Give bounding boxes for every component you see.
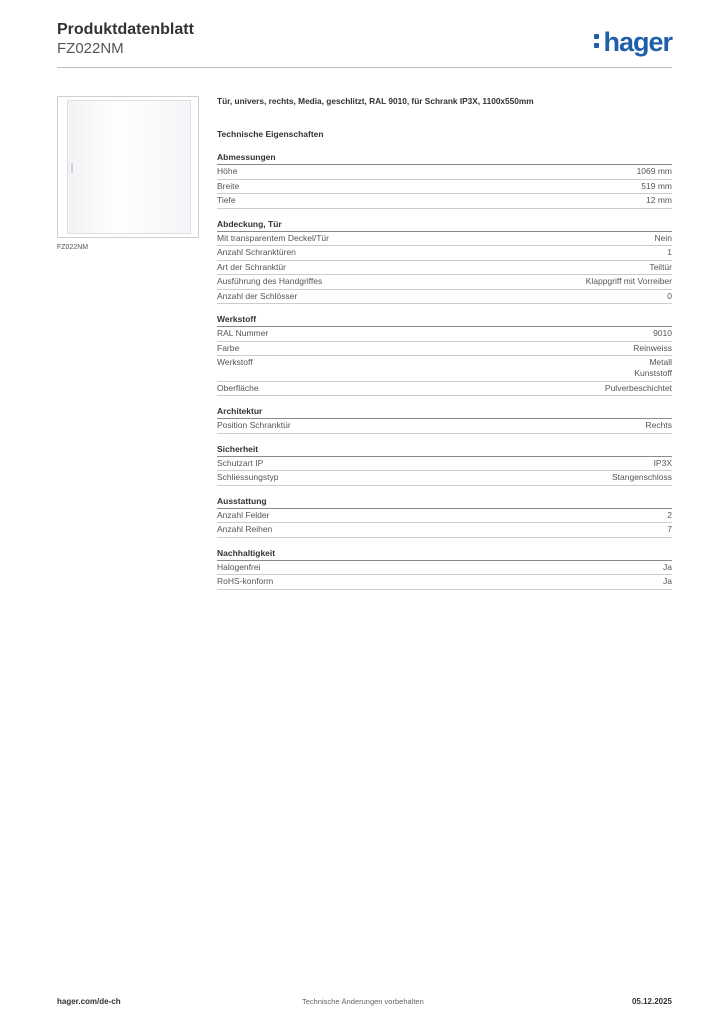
product-image	[57, 96, 199, 238]
property-label: Schliessungstyp	[217, 472, 279, 482]
property-value-line: Kunststoff	[634, 368, 672, 378]
property-value-line: Teiltür	[649, 261, 672, 272]
section	[217, 314, 672, 396]
property-value	[663, 562, 672, 573]
section-title: Architektur	[217, 406, 672, 419]
property-value	[586, 276, 672, 287]
property-value	[612, 472, 672, 483]
property-label: RoHS-konform	[217, 576, 274, 586]
table-row	[217, 180, 672, 195]
table-row	[217, 471, 672, 486]
property-value-line: Ja	[663, 561, 672, 572]
section-title: Sicherheit	[217, 444, 672, 457]
property-value-line: Pulverbeschichtet	[604, 382, 672, 393]
property-label: Schutzart IP	[217, 457, 264, 468]
properties-heading: Technische Eigenschaften	[217, 129, 324, 139]
property-value-line: 12 mm	[646, 195, 672, 205]
property-value-line: IP3X	[653, 457, 672, 468]
property-label: Mit transparentem Deckel/Tür	[217, 232, 329, 243]
property-value	[646, 420, 672, 431]
table-row	[217, 232, 672, 247]
property-value-line: 7	[667, 524, 672, 534]
property-label: Breite	[217, 180, 240, 191]
properties-sections	[217, 152, 672, 590]
footer-notice: Technische Änderungen vorbehalten	[302, 997, 424, 1006]
section	[217, 406, 672, 434]
property-value	[646, 195, 672, 206]
property-label: Werkstoff	[217, 357, 253, 367]
property-value	[655, 233, 672, 244]
page-title: Produktdatenblatt	[57, 21, 194, 38]
table-row	[217, 382, 672, 397]
section-title: Nachhaltigkeit	[217, 548, 672, 561]
property-label: Halogenfrei	[217, 561, 261, 572]
door-panel-icon	[67, 100, 191, 234]
product-code: FZ022NM	[57, 40, 124, 57]
table-row	[217, 246, 672, 261]
table-row	[217, 342, 672, 357]
section	[217, 548, 672, 590]
table-row	[217, 194, 672, 209]
property-label: Oberfläche	[217, 382, 259, 393]
property-label: Art der Schranktür	[217, 261, 286, 272]
property-value-line: Metall	[649, 357, 672, 367]
properties-table	[217, 129, 672, 600]
property-value	[654, 458, 672, 469]
section-title: Abdeckung, Tür	[217, 219, 672, 232]
logo-text: hager	[603, 27, 672, 57]
footer-date: 05.12.2025	[631, 997, 672, 1006]
property-label: Anzahl der Schlösser	[217, 290, 298, 301]
table-row	[217, 165, 672, 180]
property-value	[667, 247, 672, 258]
property-value-line: Nein	[654, 232, 672, 243]
section	[217, 444, 672, 486]
property-label: Farbe	[217, 342, 240, 353]
property-value	[637, 166, 672, 177]
property-value	[649, 262, 672, 273]
property-label: Anzahl Schranktüren	[217, 247, 296, 257]
table-row	[217, 509, 672, 524]
property-value-line: 0	[667, 290, 672, 301]
product-description: Tür, univers, rechts, Media, geschlitzt, RAL 9010, für Schrank IP3X, 1100x550mm	[217, 96, 534, 106]
property-label: RAL Nummer	[217, 328, 269, 338]
table-row	[217, 290, 672, 305]
footer-website[interactable]: hager.com/de-ch	[57, 997, 121, 1006]
property-value	[653, 328, 672, 339]
table-row	[217, 327, 672, 342]
property-label: Ausführung des Handgriffes	[217, 276, 323, 286]
table-row	[217, 575, 672, 590]
table-row	[217, 561, 672, 576]
table-row	[217, 457, 672, 472]
section-title: Abmessungen	[217, 152, 672, 165]
hager-logo	[594, 27, 672, 58]
property-value	[605, 383, 672, 394]
section	[217, 496, 672, 538]
section-title: Ausstattung	[217, 496, 672, 509]
table-row	[217, 261, 672, 276]
table-row	[217, 356, 672, 382]
property-value-line: Ja	[663, 576, 672, 586]
table-row	[217, 275, 672, 290]
property-value-line: 1	[667, 247, 672, 257]
property-label: Anzahl Reihen	[217, 524, 273, 534]
property-value	[641, 181, 672, 192]
property-label: Anzahl Felder	[217, 509, 270, 520]
property-value-line: Rechts	[645, 420, 672, 430]
property-label: Höhe	[217, 166, 238, 176]
property-value	[667, 524, 672, 535]
property-value	[667, 510, 672, 521]
header-divider	[57, 67, 672, 68]
property-value	[634, 357, 672, 379]
property-value	[633, 343, 672, 354]
property-value-line: 9010	[653, 328, 672, 338]
property-label: Tiefe	[217, 195, 236, 205]
section	[217, 152, 672, 209]
image-caption: FZ022NM	[57, 244, 89, 251]
logo-dots-icon	[594, 31, 601, 51]
section-title: Werkstoff	[217, 314, 672, 327]
property-value-line: Klappgriff mit Vorreiber	[585, 276, 672, 286]
property-value-line: 1069 mm	[636, 166, 672, 176]
property-value-line: Reinweiss	[633, 342, 672, 353]
property-value-line: 2	[667, 509, 672, 520]
property-value	[667, 291, 672, 302]
property-label: Position Schranktür	[217, 420, 291, 430]
table-row	[217, 523, 672, 538]
property-value-line: Stangenschloss	[611, 472, 672, 482]
property-value	[663, 576, 672, 587]
section	[217, 219, 672, 305]
property-value-line: 519 mm	[641, 180, 672, 191]
table-row	[217, 419, 672, 434]
